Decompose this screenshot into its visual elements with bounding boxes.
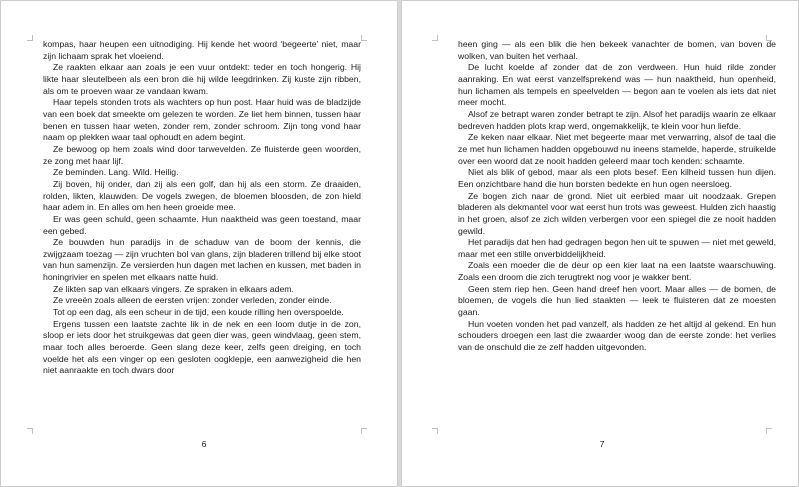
paragraph: Er was geen schuld, geen schaamte. Hun naaktheid was geen toestand, maar een gebed. [43,213,361,236]
right-page-body [458,39,776,354]
paragraph: Haar tepels stonden trots als wachters op hun post. Haar huid was de bladzijde van een boek dat smeekte om gelezen te worden. Ze liet hem binnen, tussen haar benen en tussen haar weten, zonder rem, zonder schroom. Zijn tong vond haar naam op plekken waar taal ophoudt en adem begint. [43,97,361,143]
paragraph: heen ging — als een blik die hen bekeek vanachter de bomen, van boven de wolken, van buiten het verhaal. [458,39,776,61]
paragraph: Ze keken naar elkaar. Niet met begeerte maar met verwarring, alsof de taal die ze met hun lichamen hadden opgebouwd nu ineens stamelde, haperde, struikelde over een woord dat ze nooit hadden geleerd maar toch kenden: schaamte. [458,132,776,166]
left-page-body [43,39,361,377]
crop-mark [766,428,772,429]
paragraph: Ergens tussen een laatste zachte lik in de nek en een loom dutje in de zon, sloop er iets door het struikgewas dat geen dier was, geen windvlaag, geen stem, maar toch alles beroerde. Geen slang deze keer, zelfs geen dreiging, en toch voelde het als een vinger op een gesloten oogklepje, een aanwezigheid die hen niet aanraakte en toch dwars door [43,318,361,376]
paragraph: De lucht koelde af zonder dat de zon verdween. Hun huid rilde zonder aanraking. En wat eerst vanzelfsprekend was — hun naaktheid, hun openheid, hun lichamen als tempels en speelvelden — begon aan te voelen als iets dat niet meer mocht. [458,62,776,108]
paragraph: Ze bouwden hun paradijs in de schaduw van de boom der kennis, die zwijgzaam toezag — zijn vruchten bol van glans, zijn bladeren trillend bij elke stoot van hun samenzijn. Ze versierden hun dagen met lachen en kussen, met baden in honingrivier en spelen met elkaars natte huid. [43,237,361,283]
paragraph: Zoals een moeder die de deur op een kier laat na een laatste waarschuwing. Zoals een droom die zich terugtrekt nog voor je wakker bent. [458,260,776,283]
crop-mark [361,428,367,429]
paragraph: kompas, haar heupen een uitnodiging. Hij kende het woord ‘begeerte’ niet, maar zijn lichaam sprak het vloeiend. [43,39,361,61]
paragraph: Hun voeten vonden het pad vanzelf, als hadden ze het altijd al gekend. En hun schouders droegen een last die zwaarder woog dan de eerste zonde: het verlies van de onschuld die ze zelf hadden uitgevonden. [458,318,776,353]
paragraph: Niet als blik of gebod, maar als een plots besef. Een kilheid tussen hun dijen. Een onzichtbare hand die hun borsten bedekte en hun ogen neersloeg. [458,167,776,189]
paragraph: Tot op een dag, als een scheur in de tijd, een koude rilling hen overspoelde. [53,307,344,318]
paragraph: Zij boven, hij onder, dan zij als een golf, dan hij als een storm. Ze draaiden, rolden, likten, klauwden. De vogels zwegen, de bloemen bloosden, de zon hield haar adem in. En alles om hen heen groeide mee. [43,178,361,213]
paragraph: Ze bogen zich naar de grond. Niet uit eerbied maar uit noodzaak. Grepen bladeren als dekmantel voor wat eerst hun trots was geweest. Hulden zich haastig in het groen, alsof ze zich wilden verbergen voor een spiegel die ze nooit hadden gewild. [458,190,776,236]
paragraph: Ze bewoog op hem zoals wind door tarwevelden. Ze fluisterde geen woorden, ze zong met haar lijf. [43,143,361,166]
crop-mark [27,428,33,429]
paragraph: Ze likten sap van elkaars vingers. Ze spraken in elkaars adem. [53,283,294,294]
paragraph: Ze beminden. Lang. Wild. Heilig. [53,167,179,178]
crop-mark [27,40,33,41]
paragraph: Geen stem riep hen. Geen hand dreef hen voort. Maar alles — de bomen, de bloemen, de vogels die hun lied staakten — leek te fluisteren dat ze moesten gaan. [458,283,776,318]
paragraph: Het paradijs dat hen had gedragen begon hen uit te spuwen — niet met geweld, maar met een stille onverbiddelijkheid. [458,237,776,259]
page-number: 7 [599,439,605,449]
paragraph: Ze vreeën zoals alleen de eersten vrijen: zonder verleden, zonder einde. [53,295,332,306]
page-number: 6 [201,439,207,449]
paragraph: Ze raakten elkaar aan zoals je een vuur ontdekt: teder en toch hongerig. Hij likte haar sleutelbeen als een bron die hij wilde leegdrinken. Zij kuste zijn ribben, als om te proeven waar ze vandaan kwam. [43,62,361,96]
paragraph: Alsof ze betrapt waren zonder betrapt te zijn. Alsof het paradijs waarin ze elkaar bedreven hadden plots krap werd, ongemakkelijk, te klein voor hun liefde. [458,108,776,131]
crop-mark [432,428,438,429]
crop-mark [361,40,367,41]
crop-mark [432,40,438,41]
